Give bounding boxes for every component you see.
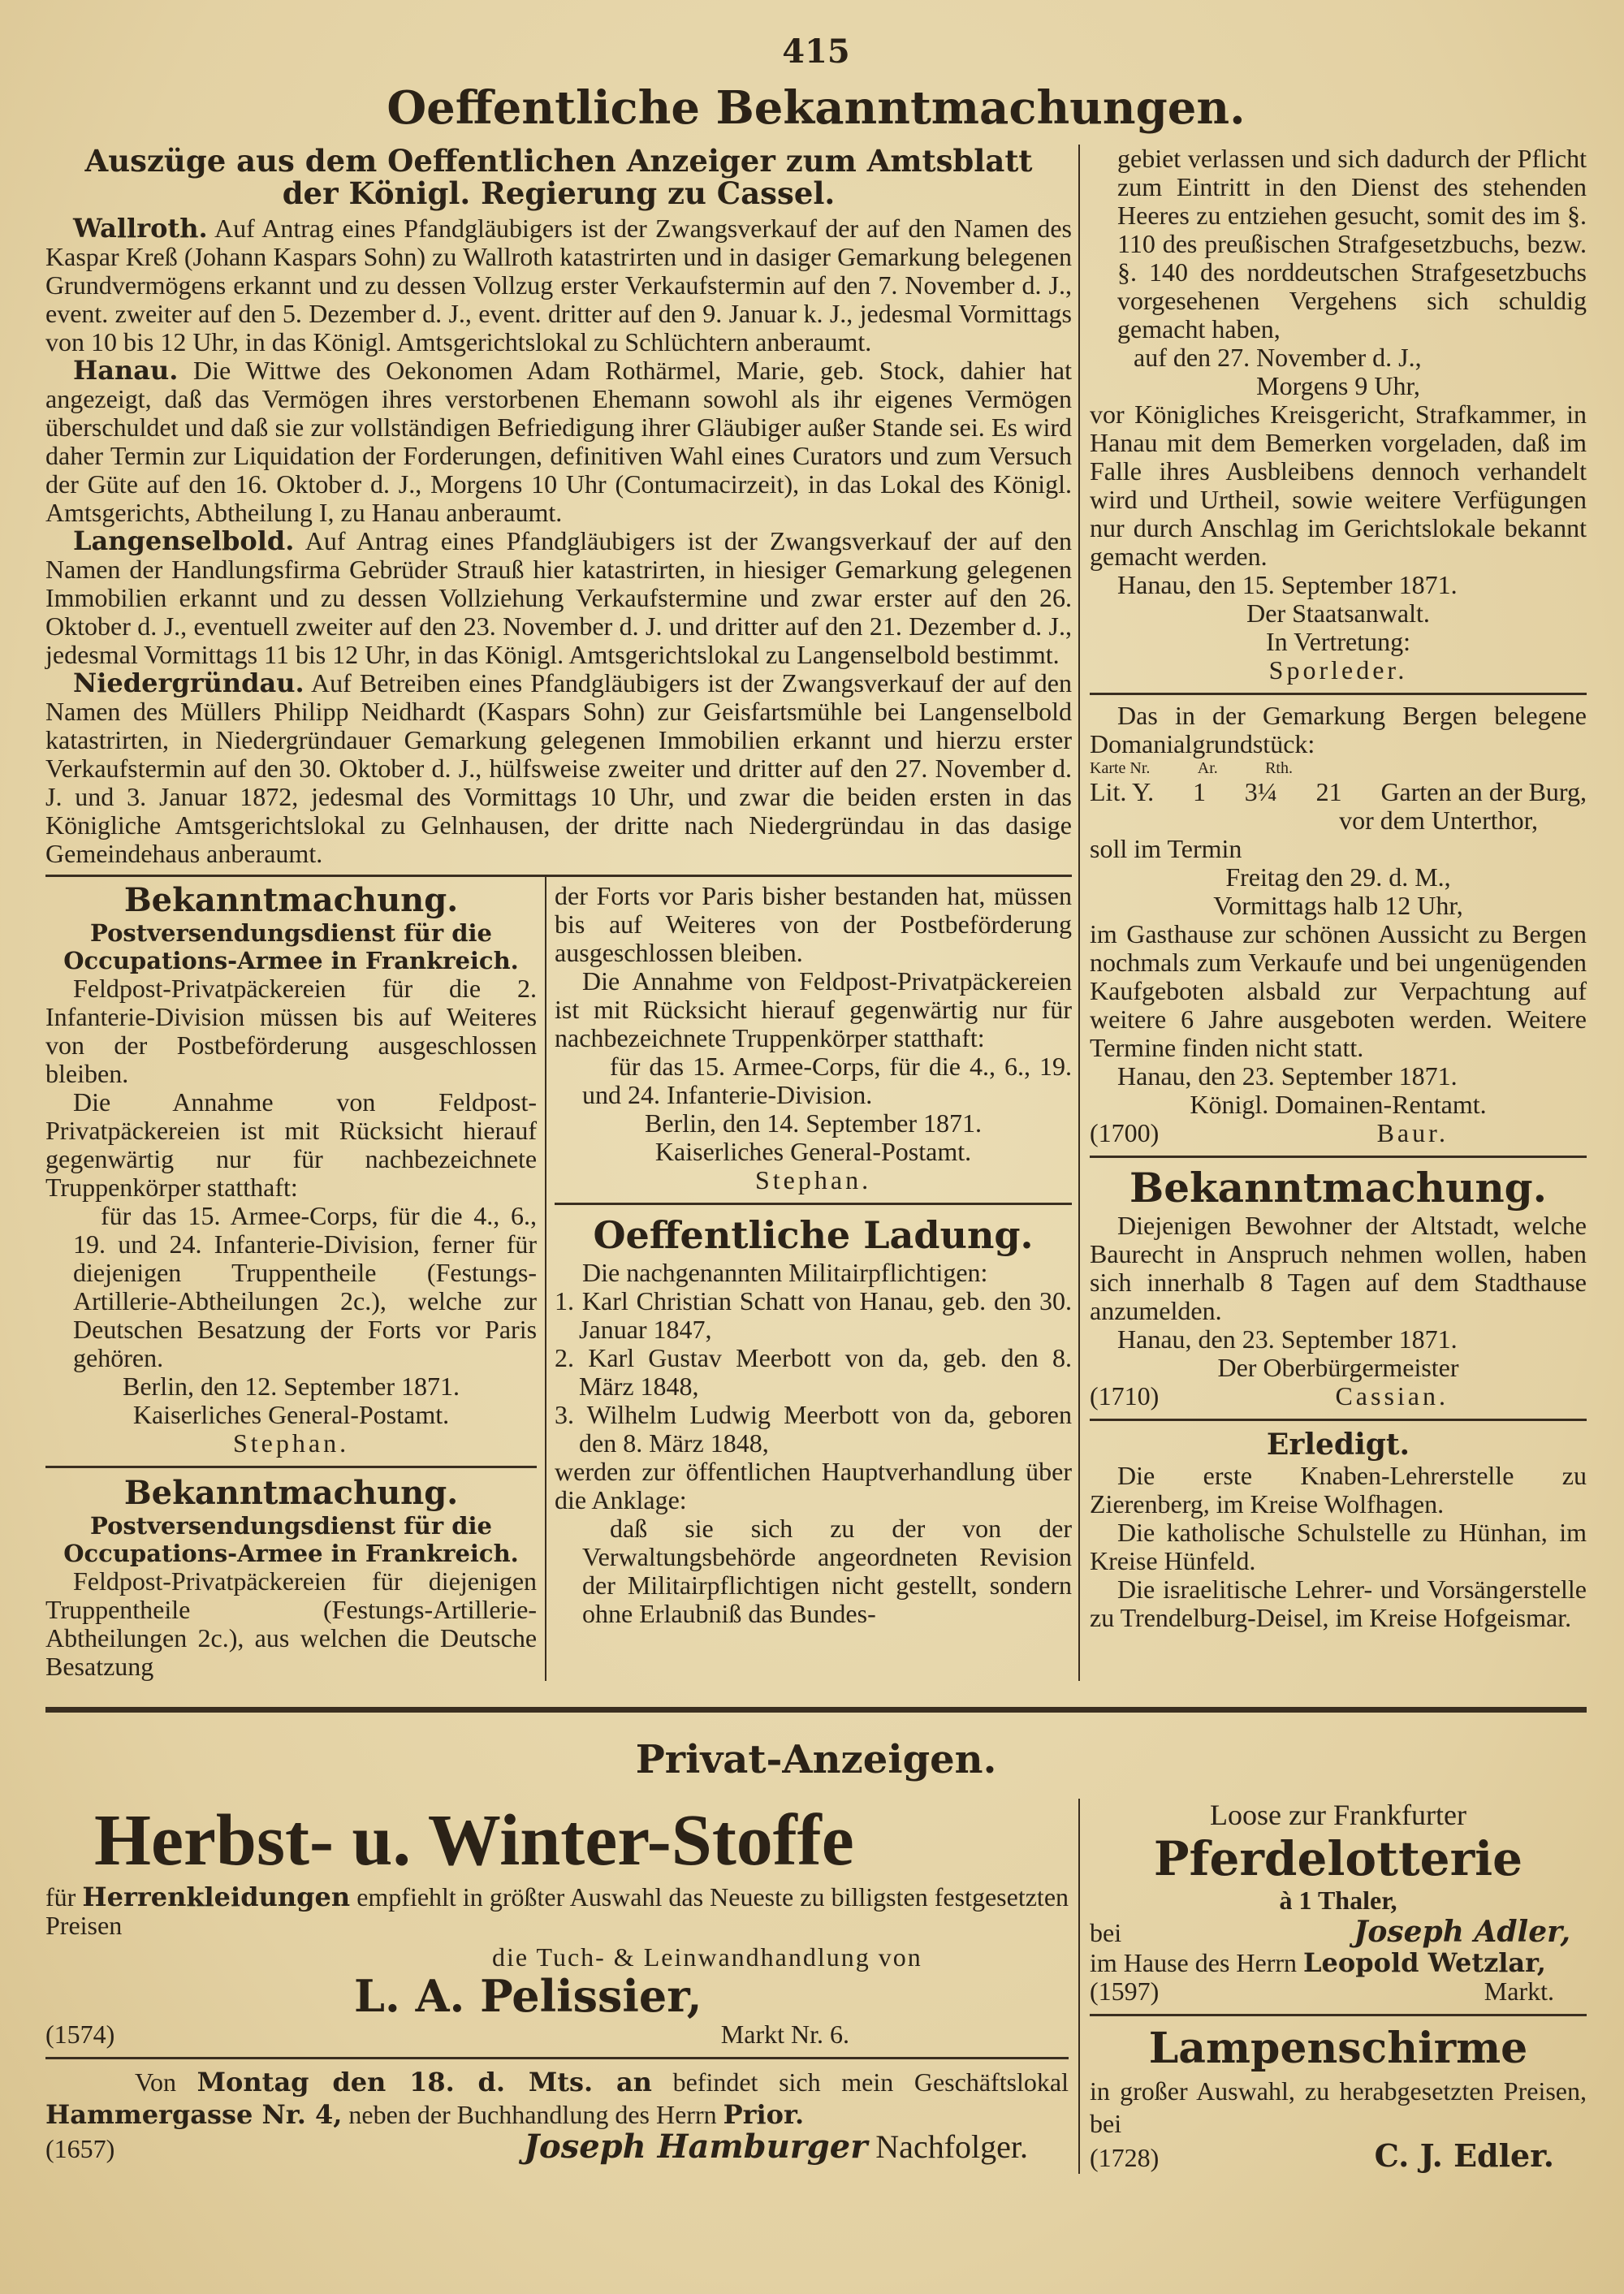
deputy: In Vertretung: — [1265, 627, 1411, 656]
notice-text: Die Wittwe des Oekonomen Adam Rothärmel, Marie, geb. Stock, dahier hat angezeigt, daß das Vermögen ihres verstorbenen Ehemann sowohl als ihr eigenes Vermögen überschuldet und daß sie zur vollständigen Befriedigung ihrer Gläubiger außer Stande sei. Es wird daher Termin zur Liquidation der Forderungen, definitiven Wahl eines Curators und zum Versuch der Güte auf den 16. Oktober d. J., Morgens 10 Uhr (Contumacirzeit), in das Lokal des Königl. Amtsgerichts, Abtheilung I, zu Hanau anberaumt. — [45, 356, 1073, 527]
post-notice-1 — [45, 877, 537, 1458]
price: à 1 Thaler, — [1279, 1886, 1397, 1915]
signature-row — [45, 2128, 1069, 2166]
notice-langenselbold — [45, 527, 1072, 669]
notice-heading: Bekanntmachung. — [123, 1474, 459, 1512]
paragraph: gebiet verlassen und sich dadurch der Pflicht zum Eintritt in den Dienst des stehenden Heeres zu entziehen gesucht, somit des im §. 110 des preußischen Strafgesetzbuchs, bezw. §. 140 des norddeutschen Strafgesetzbuchs vorgesehenen Vergehens sich schuldig gemacht haben, — [1117, 144, 1587, 343]
left-area — [45, 145, 1080, 1681]
notice-place: Wallroth. — [73, 213, 208, 244]
office: Kaiserliches General-Postamt. — [654, 1137, 972, 1166]
office: Kaiserliches General-Postamt. — [132, 1400, 450, 1429]
ad-hamburger — [45, 2057, 1069, 2165]
notice-heading: Bekanntmachung. — [1129, 1164, 1548, 1212]
ad-lampen — [1090, 2014, 1587, 2174]
seller: Joseph Adler, — [1354, 1915, 1570, 1949]
notice-text: Auf Betreiben eines Pfandgläubigers ist der Zwangsverkauf der auf den Namen des Müllers Philipp Neidhardt (Kaspars Sohn) zur Geisfartsmühle bei Langenselbold katastrirten, in Niedergründauer Gemarkung gelegenen Immobilien erkannt und hierzu erster Verkaufstermin auf den 30. Oktober d. J., hülfsweise zweiter und dritter auf den 27. November d. J. und 3. Januar 1872, jedesmal des Vormittags 10 Uhr, und zwar die beiden ersten in das Königliche Amtsgerichtslokal zu Gelnhausen, der dritte nach Niedergründau in das dasige Gemeindehaus anberaumt. — [45, 668, 1073, 868]
public-summons — [555, 1203, 1072, 1628]
ad-stoffe — [45, 1799, 1069, 2049]
paragraph: soll im Termin — [1090, 834, 1242, 863]
paragraph: Das in der Gemarkung Bergen belegene Domanialgrundstück: — [1090, 701, 1587, 758]
notice-place: Hanau. — [73, 355, 179, 386]
text: Herrenkleidungen — [82, 1881, 351, 1912]
person-item: 3. Wilhelm Ludwig Meerbott von da, geboren den 8. März 1848, — [555, 1400, 1072, 1458]
ad-number: (1574) — [45, 2020, 115, 2049]
amtsblatt-section — [45, 145, 1072, 868]
date-line: Hanau, den 23. September 1871. — [1117, 1324, 1458, 1354]
post-notice-2-cont — [555, 877, 1072, 1195]
private-ads-heading: Privat-Anzeigen. — [635, 1737, 997, 1782]
notice-text: Auf Antrag eines Pfandgläubigers ist der Zwangsverkauf der auf den Namen des Kaspar Kreß (Johann Kaspars Sohn) zu Wallroth katastrirten und in dasiger Gemarkung belegenen Grundvermögens erkannt und zu dessen Vollzug erster Verkaufstermin auf den 7. November d. J., event. zweiter auf den 5. Dezember d. J., event. dritter auf den 9. Januar k. J., jedesmal Vormittags von 10 bis 12 Uhr, in das Königl. Amtsgerichtslokal zu Schlüchtern anberaumt. — [45, 214, 1073, 356]
address-row — [1090, 1977, 1587, 2006]
date-line: auf den 27. November d. J., — [1134, 343, 1422, 372]
notice-heading: Erledigt. — [1266, 1428, 1410, 1462]
post-notice-2 — [45, 1466, 537, 1681]
date-line: Hanau, den 15. September 1871. — [1117, 570, 1458, 599]
ads-right — [1080, 1799, 1587, 2174]
cell: Lit. Y. — [1090, 777, 1155, 806]
vacancy-item: Die erste Knaben-Lehrerstelle zu Zierenberg, im Kreise Wolfhagen. — [1090, 1461, 1587, 1519]
paragraph: Diejenigen Bewohner der Altstadt, welche Baurecht in Anspruch nehmen wollen, haben sich innerhalb 8 Tagen auf dem Stadthause anzumelden. — [1090, 1211, 1587, 1325]
text: Montag den 18. d. Mts. an — [197, 2067, 652, 2097]
ads-left — [45, 1799, 1080, 2174]
date-line: Berlin, den 14. September 1871. — [645, 1108, 983, 1138]
text: empfiehlt in größter Auswahl das Neueste zu billigsten festgesetzten Preisen — [45, 1882, 1069, 1940]
ad-number: (1710) — [1090, 1381, 1160, 1411]
column-a — [45, 877, 546, 1681]
shop-name: L. A. Pelissier, — [354, 1970, 702, 2022]
paragraph: daß sie sich zu der von der Verwaltungsbehörde angeordneten Revision der Militairpflichtigen nicht gestellt, sondern ohne Erlaubniß das Bundes- — [582, 1514, 1072, 1628]
owner: Leopold Wetzlar, — [1303, 1947, 1546, 1978]
column-b — [546, 877, 1072, 1681]
notice-text: Auf Antrag eines Pfandgläubigers ist der Zwangsverkauf der auf den Namen der Handlungsfirma Gebrüder Strauß hier katastrirten, in hiesiger Gemarkung gelegenen Immobilien erkannt und zu dessen Vollziehung Verkaufstermine und zwar erster auf den 26. Oktober d. J., eventuell zweiter auf den 23. November d. J. und dritter auf den 21. Dezember d. J., jedesmal Vormittags 11 bis 12 Uhr, in das Königl. Amtsgerichtslokal zu Langenselbold bestimmt. — [45, 526, 1073, 669]
time-line: Morgens 9 Uhr, — [1256, 371, 1420, 400]
cell: vor dem Unterthor, — [1339, 806, 1538, 835]
suffix: Nachfolger. — [875, 2128, 1028, 2165]
page-title: Oeffentliche Bekanntmachungen. — [387, 81, 1246, 135]
shop-line: die Tuch- & Leinwandhandlung von — [492, 1942, 922, 1972]
ad-line: Loose zur Frankfurter — [1210, 1799, 1466, 1831]
page-number: 415 — [782, 32, 850, 71]
notice-hanau — [45, 356, 1072, 527]
column-header: Ar. — [1197, 759, 1218, 777]
signature-row — [1090, 1382, 1587, 1411]
cell: 3¼ — [1244, 777, 1277, 806]
vacancy-item: Die israelitische Lehrer- und Vorsängerstelle zu Trendelburg-Deisel, im Kreise Hofgeismar. — [1090, 1575, 1587, 1632]
vacancy-item: Die katholische Schulstelle zu Hünhan, im Kreise Hünfeld. — [1090, 1518, 1587, 1575]
time-line: Vormittags halb 12 Uhr, — [1213, 891, 1463, 920]
shop-name: C. J. Edler. — [1374, 2137, 1554, 2174]
date-line: Freitag den 29. d. M., — [1225, 862, 1451, 892]
notice-heading: Bekanntmachung. — [123, 881, 459, 919]
ad-number: (1728) — [1090, 2143, 1160, 2172]
ad-text: in großer Auswahl, zu herabgesetzten Preisen, bei — [1090, 2076, 1587, 2138]
notice-subheading: Postversendungsdienst für die Occupations-Armee in Frankreich. — [63, 919, 519, 974]
table-header — [1090, 758, 1293, 778]
column-header: Karte Nr. — [1090, 759, 1151, 777]
signature: Sporleder. — [1268, 655, 1408, 685]
column-header: Rth. — [1265, 759, 1293, 777]
ad-lotterie — [1090, 1799, 1587, 2006]
paragraph: Feldpost-Privatpäckereien für diejenigen Truppentheile (Festungs-Artillerie-Abtheilungen 2c.), aus welchen die Deutsche Besatzung — [45, 1566, 538, 1681]
paragraph: für das 15. Armee-Corps, für die 4., 6., 19. und 24. Infanterie-Division, ferner für diejenigen Truppentheile (Festungs-Artillerie-Abtheilungen 2c.), welche zur Deutschen Besatzung der Forts vor Paris gehören. — [73, 1201, 538, 1372]
notice-niedergruendau — [45, 669, 1072, 868]
table-row — [1090, 778, 1587, 806]
signature: Baur. — [1376, 1118, 1449, 1147]
text: bei — [1090, 1918, 1122, 1947]
person-item: 1. Karl Christian Schatt von Hanau, geb. den 30. Januar 1847, — [555, 1286, 1072, 1344]
vacancies-notice — [1090, 1419, 1587, 1632]
ad-number: (1657) — [45, 2134, 115, 2163]
ad-text — [45, 2066, 1069, 2131]
right-column — [1080, 145, 1587, 1681]
domain-sale — [1090, 693, 1587, 1147]
paragraph: vor Königliches Kreisgericht, Strafkammer, in Hanau mit dem Bemerken vorgeladen, daß im Falle ihres Ausbleibens dennoch verhandelt wird und Urtheil, sowie weitere Verfügungen nur durch Anschlag im Gerichtslokale bekannt gemacht werden. — [1090, 400, 1587, 571]
signature-row — [1090, 1119, 1587, 1147]
date-line: Berlin, den 12. September 1871. — [123, 1372, 460, 1401]
office: Königl. Domainen-Rentamt. — [1190, 1090, 1487, 1119]
ad-number: (1700) — [1090, 1118, 1160, 1147]
paragraph: für das 15. Armee-Corps, für die 4., 6., 19. und 24. Infanterie-Division. — [582, 1052, 1072, 1109]
ad-number: (1597) — [1090, 1976, 1160, 2006]
notice-heading: Oeffentliche Ladung. — [593, 1213, 1034, 1257]
ad-text — [45, 1883, 1069, 1940]
amtsblatt-heading: Auszüge aus dem Oeffentlichen Anzeiger zum Amtsblatt der Königl. Regierung zu Cassel. — [84, 143, 1033, 211]
notices-area — [45, 145, 1587, 1681]
lower-columns — [45, 875, 1072, 1681]
public-summons-cont — [1090, 145, 1587, 685]
paragraph: der Forts vor Paris bisher bestanden hat, müssen bis auf Weiteres von der Postbeförderung ausgeschlossen bleiben. — [555, 881, 1072, 967]
signature — [524, 2128, 1028, 2166]
name: Joseph Hamburger — [524, 2128, 868, 2166]
notice-place: Langenselbold. — [73, 525, 295, 556]
text: im Hause des Herrn — [1090, 1948, 1298, 1977]
ad-title: Lampenschirme — [1148, 2024, 1528, 2073]
cell: 1 — [1192, 777, 1206, 806]
address: Markt Nr. 6. — [720, 2020, 849, 2049]
person-item: 2. Karl Gustav Meerbott von da, geb. den 8. März 1848, — [555, 1343, 1072, 1401]
paragraph: Die nachgenannten Militairpflichtigen: — [582, 1258, 988, 1287]
paragraph: Die Annahme von Feldpost-Privatpäckereien ist mit Rücksicht hierauf gegenwärtig nur für nachbezeichnete Truppenkörper statthaft: — [555, 966, 1072, 1052]
signature: Cassian. — [1335, 1381, 1449, 1411]
office: Der Staatsanwalt. — [1246, 598, 1430, 628]
notice-place: Niedergründau. — [73, 667, 304, 698]
place: Markt. — [1484, 1976, 1554, 2006]
text: Hammergasse Nr. 4, — [45, 2099, 343, 2130]
text: für — [45, 1882, 76, 1912]
ad-text — [1090, 1949, 1587, 1977]
address-row — [45, 2020, 1069, 2049]
text: Prior. — [723, 2099, 805, 2130]
ads-area — [45, 1799, 1587, 2174]
paragraph: werden zur öffentlichen Hauptverhandlung über die Anklage: — [555, 1457, 1072, 1514]
paragraph: Die Annahme von Feldpost-Privatpäckereien ist mit Rücksicht hierauf gegenwärtig nur für nachbezeichnete Truppenkörper statthaft: — [45, 1087, 538, 1202]
signature: Stephan. — [754, 1165, 872, 1195]
ad-title: Herbst- u. Winter-Stoffe — [94, 1800, 854, 1881]
notice-subheading: Postversendungsdienst für die Occupations-Armee in Frankreich. — [63, 1512, 519, 1567]
paragraph: Feldpost-Privatpäckereien für die 2. Infanterie-Division müssen bis auf Weiteres von der Postbeförderung ausgeschlossen bleiben. — [45, 974, 538, 1088]
office: Der Oberbürgermeister — [1217, 1353, 1459, 1382]
cell: Garten an der Burg, — [1380, 777, 1587, 806]
text: neben der Buchhandlung des Herrn — [348, 2100, 717, 2129]
signature: Stephan. — [232, 1428, 350, 1458]
text: befindet sich mein Geschäftslokal — [672, 2067, 1069, 2097]
ad-title: Pferdelotterie — [1153, 1831, 1523, 1886]
date-line: Hanau, den 23. September 1871. — [1117, 1061, 1458, 1091]
text: Von — [135, 2067, 176, 2097]
altstadt-notice — [1090, 1156, 1587, 1411]
cell: 21 — [1315, 777, 1342, 806]
private-ads — [45, 1707, 1587, 2174]
seller-row — [1090, 1915, 1587, 1949]
notice-wallroth — [45, 214, 1072, 356]
signature-row — [1090, 2137, 1587, 2174]
paragraph: im Gasthause zur schönen Aussicht zu Bergen nochmals zum Verkaufe und bei ungenügenden Kaufgeboten alsbald zur Verpachtung auf weitere 6 Jahre ausgeboten werden. Weitere Termine finden nicht statt. — [1090, 919, 1587, 1062]
